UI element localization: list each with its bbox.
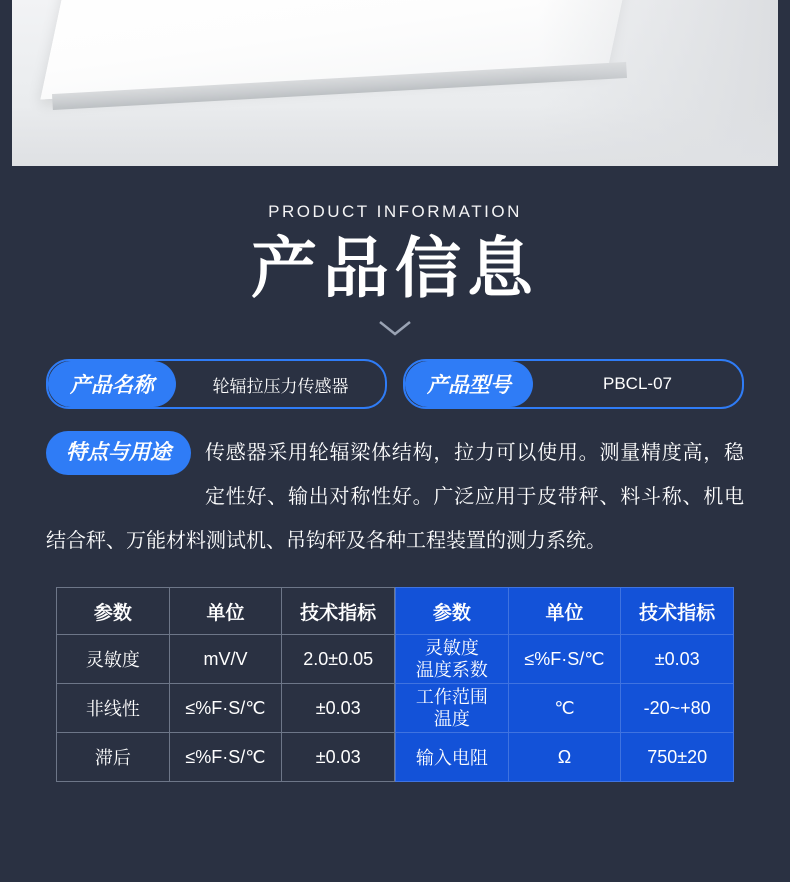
page-header [0, 166, 790, 337]
spec-table-right [395, 587, 734, 782]
cell-unit: ℃ [508, 684, 621, 733]
col-header-unit: 单位 [169, 588, 282, 635]
page-title: 产品信息 [251, 231, 539, 305]
product-identity-row [46, 359, 744, 409]
photo-left-margin [0, 0, 12, 166]
col-header-parameter: 参数 [57, 588, 170, 635]
product-photo-band [0, 0, 790, 166]
product-model-field [403, 359, 744, 409]
cell-unit: ≤%F·S/℃ [169, 733, 282, 782]
cell-spec: ±0.03 [282, 733, 395, 782]
chevron-down-icon [0, 319, 790, 337]
cell-spec: 2.0±0.05 [282, 635, 395, 684]
table-row [57, 733, 395, 782]
table-header-row [396, 588, 734, 635]
table-header-row [57, 588, 395, 635]
cell-parameter: 灵敏度 温度系数 [396, 635, 509, 684]
cell-unit: ≤%F·S/℃ [169, 684, 282, 733]
cell-spec: ±0.03 [282, 684, 395, 733]
feature-label: 特点与用途 [46, 431, 191, 475]
cell-spec: 750±20 [621, 733, 734, 782]
photo-right-margin [778, 0, 790, 166]
product-photo [12, 0, 778, 166]
table-row [57, 684, 395, 733]
table-row [57, 635, 395, 684]
table-row [396, 635, 734, 684]
col-header-spec: 技术指标 [282, 588, 395, 635]
product-model-label: 产品型号 [405, 361, 533, 407]
table-row [396, 684, 734, 733]
product-name-value: 轮辐拉压力传感器 [212, 376, 349, 396]
cell-parameter: 非线性 [57, 684, 170, 733]
cell-parameter: 滞后 [57, 733, 170, 782]
eyebrow-text: PRODUCT INFORMATION [268, 202, 522, 221]
col-header-unit: 单位 [508, 588, 621, 635]
cell-parameter: 输入电阻 [396, 733, 509, 782]
feature-description: 传感器采用轮辐梁体结构，拉力可以使用。测量精度高，稳定性好、输出对称性好。广泛应用于皮带秤、料斗称、机电结合秤、万能材料测试机、吊钩秤及各种工程装置的测力系统。 [46, 442, 744, 553]
product-name-field [46, 359, 387, 409]
product-photo-shadow-bottom [12, 106, 778, 166]
table-row [396, 733, 734, 782]
cell-parameter: 工作范围 温度 [396, 684, 509, 733]
cell-spec: ±0.03 [621, 635, 734, 684]
cell-spec: -20~+80 [621, 684, 734, 733]
col-header-spec: 技术指标 [621, 588, 734, 635]
spec-table-left [56, 587, 395, 782]
cell-unit: mV/V [169, 635, 282, 684]
product-model-value: PBCL-07 [603, 374, 672, 394]
specification-tables [56, 587, 734, 782]
feature-section [46, 431, 744, 563]
col-header-parameter: 参数 [396, 588, 509, 635]
cell-unit: Ω [508, 733, 621, 782]
cell-parameter: 灵敏度 [57, 635, 170, 684]
product-name-label: 产品名称 [48, 361, 176, 407]
cell-unit: ≤%F·S/℃ [508, 635, 621, 684]
